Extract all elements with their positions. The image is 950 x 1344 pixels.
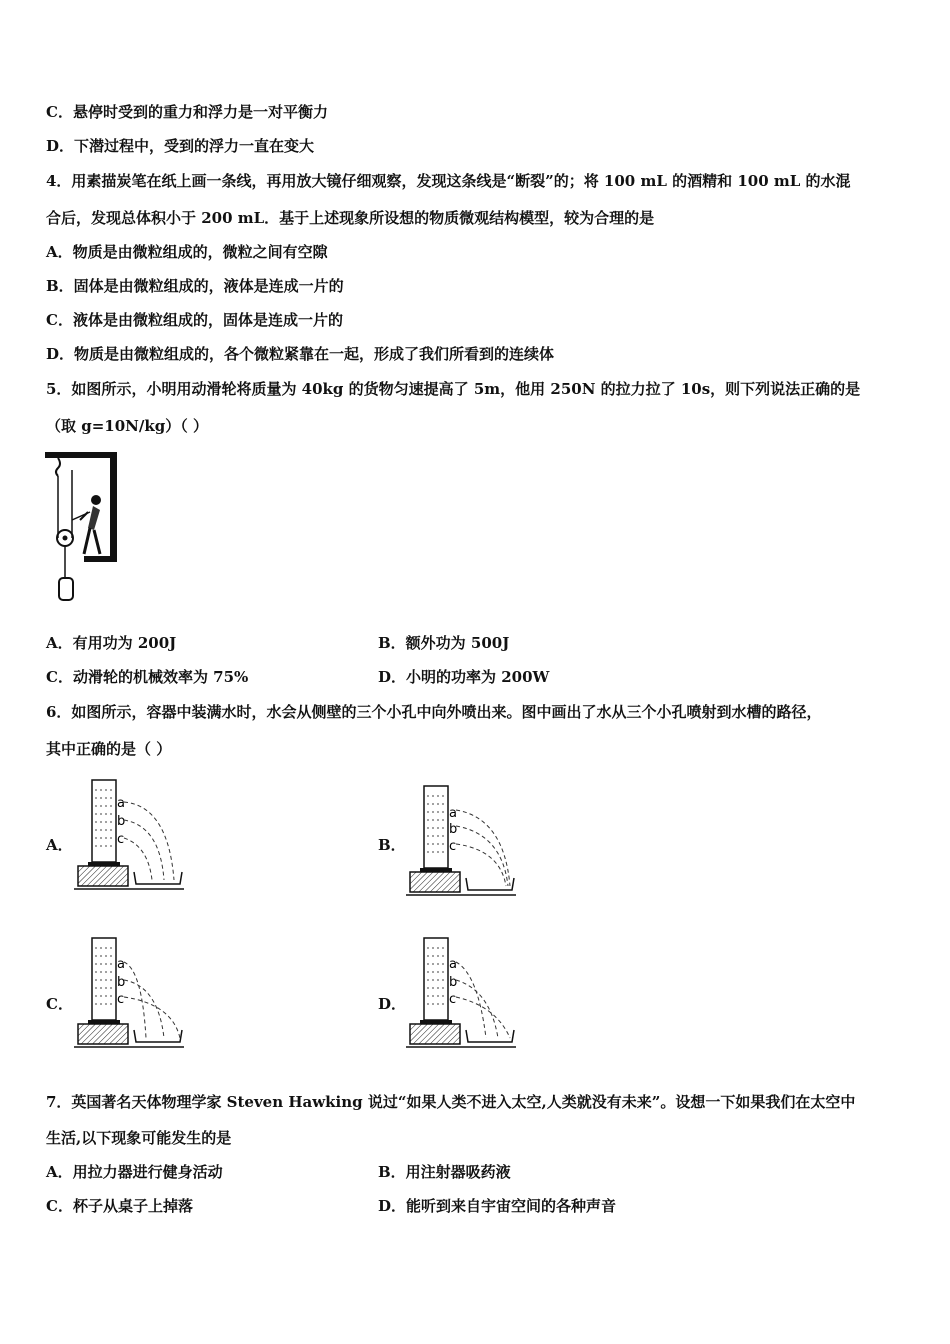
q7-option-a: A．用拉力器进行健身活动 <box>46 1163 223 1181</box>
q6-stem-line2: 其中正确的是（ ） <box>46 740 172 758</box>
q5-stem-line2: （取 g=10N/kg）（ ） <box>46 417 208 435</box>
q7-option-b: B．用注射器吸药液 <box>378 1163 511 1181</box>
q3-option-c: C．悬停时受到的重力和浮力是一对平衡力 <box>46 103 328 121</box>
q4-stem-line2: 合后，发现总体积小于 200 mL．基于上述现象所设想的物质微观结构模型，较为合理的是 <box>46 209 655 227</box>
q6-option-b-label: B． <box>378 836 406 854</box>
hole-label-a: a <box>449 806 457 821</box>
hole-label-c: c <box>117 832 125 847</box>
q4-option-c: C．液体是由微粒组成的，固体是连成一片的 <box>46 311 343 329</box>
hole-label-b: b <box>117 975 126 990</box>
q7-stem-line1: 7．英国著名天体物理学家 Steven Hawking 说过“如果人类不进入太空,人类就没有未来”。设想一下如果我们在太空中 <box>46 1093 856 1111</box>
q6-figure-c <box>72 934 187 1054</box>
hole-label-b: b <box>449 975 458 990</box>
q3-option-d: D．下潜过程中，受到的浮力一直在变大 <box>46 137 315 155</box>
hole-label-b: b <box>449 822 458 837</box>
q6-option-c-label: C． <box>46 995 73 1013</box>
q7-option-c: C．杯子从桌子上掉落 <box>46 1197 193 1215</box>
q6-figure-b <box>404 782 519 902</box>
q6-figure-d <box>404 934 519 1054</box>
q6-option-d-label: D． <box>378 995 407 1013</box>
hole-label-a: a <box>117 796 125 811</box>
hole-label-c: c <box>449 992 457 1007</box>
hole-label-a: a <box>449 957 457 972</box>
hole-label-a: a <box>117 957 125 972</box>
hole-label-c: c <box>117 992 125 1007</box>
q4-stem-line1: 4．用素描炭笔在纸上画一条线，再用放大镜仔细观察，发现这条线是“断裂”的；将 100 mL 的酒精和 100 mL 的水混 <box>46 172 851 190</box>
q4-option-b: B．固体是由微粒组成的，液体是连成一片的 <box>46 277 344 295</box>
q6-figure-a <box>72 776 187 896</box>
q4-option-a: A．物质是由微粒组成的，微粒之间有空隙 <box>46 243 328 261</box>
q6-option-a-label: A． <box>46 836 73 854</box>
q7-option-d: D．能听到来自宇宙空间的各种声音 <box>378 1197 617 1215</box>
hole-label-c: c <box>449 839 457 854</box>
q5-option-d: D．小明的功率为 200W <box>378 668 550 686</box>
q7-stem-line2: 生活,以下现象可能发生的是 <box>46 1129 232 1147</box>
q4-option-d: D．物质是由微粒组成的，各个微粒紧靠在一起，形成了我们所看到的连续体 <box>46 345 555 363</box>
pulley-figure <box>44 450 120 610</box>
hole-label-b: b <box>117 814 126 829</box>
q5-option-b: B．额外功为 500J <box>378 634 510 652</box>
q5-option-c: C．动滑轮的机械效率为 75% <box>46 668 249 686</box>
q6-stem-line1: 6．如图所示，容器中装满水时，水会从侧壁的三个小孔中向外喷出来。图中画出了水从三个小孔喷射到水槽的路径， <box>46 703 822 721</box>
q5-option-a: A．有用功为 200J <box>46 634 177 652</box>
q5-stem-line1: 5．如图所示，小明用动滑轮将质量为 40kg 的货物匀速提高了 5m，他用 250N 的拉力拉了 10s，则下列说法正确的是 <box>46 380 861 398</box>
